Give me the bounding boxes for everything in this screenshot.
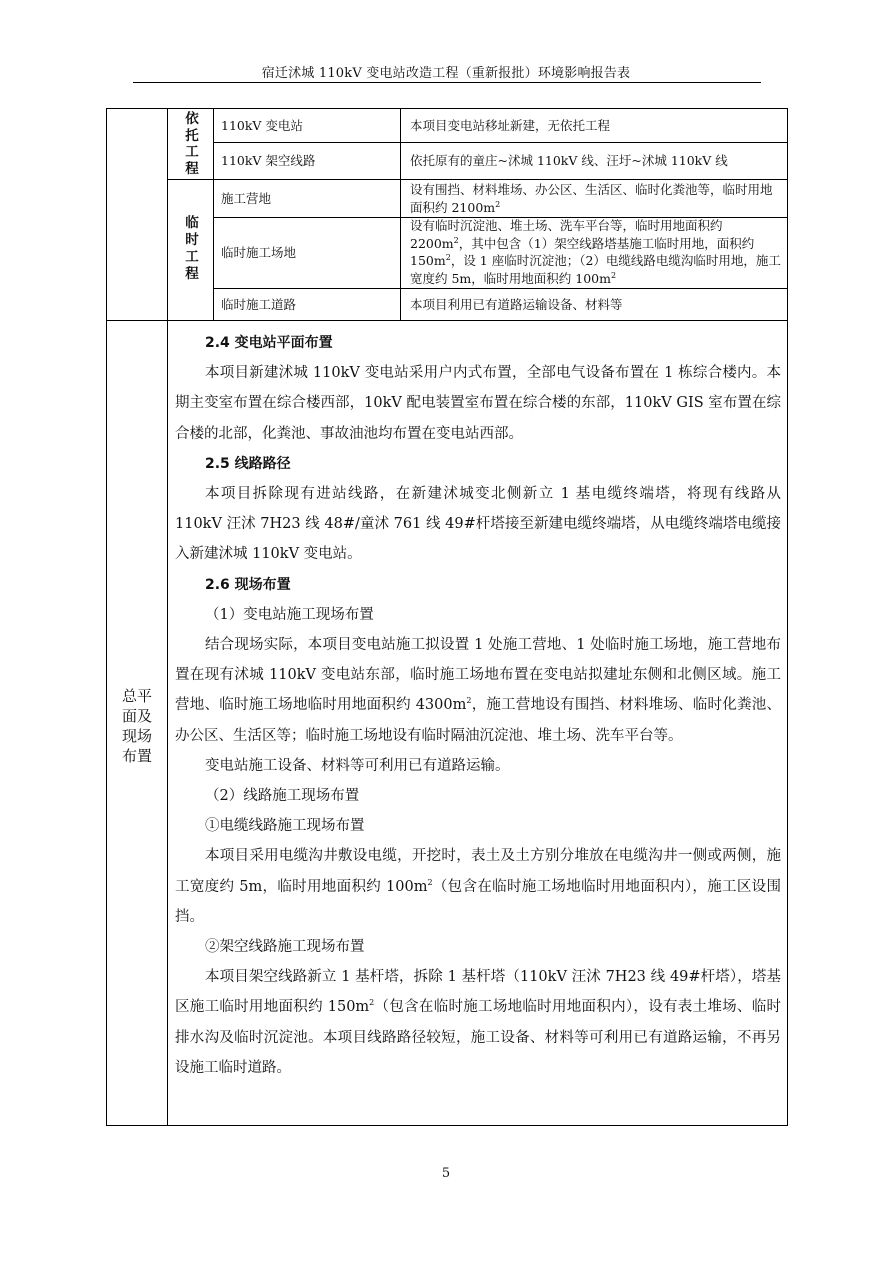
para-substation-site-a: 结合现场实际，本项目变电站施工拟设置 1 处施工营地、1 处临时施工场地，施工营地布置在现有沭城 110kV 变电站东部，临时施工场地布置在变电站拟建址东侧和北侧区域。施工营地、临时施工场地临时用地面积约 4300m	[175, 637, 781, 714]
para-overhead-line-b: （包含在临时施工场地临时用地面积内），设有表土堆场、临时排水沟及临时沉淀池。本项目线路路径较短，施工设备、材料等可利用已有道路运输，不再另设施工临时道路。	[175, 999, 781, 1076]
para-cable-line-b: （包含在临时施工场地临时用地面积内），施工区设围挡。	[175, 878, 781, 925]
sup-2: 2	[466, 696, 472, 706]
para-substation-site	[175, 630, 781, 751]
row-desc-temp-site	[410, 217, 782, 287]
para-overhead-line-a: 本项目架空线路新立 1 基杆塔，拆除 1 基杆塔（110kV 汪沭 7H23 线 49#杆塔），塔基区施工临时用地面积约 150m	[175, 969, 781, 1016]
row-name-substation: 110kV 变电站	[221, 118, 303, 133]
group-label-temporary: 临时工程	[185, 215, 199, 282]
row-name-overhead-line: 110kV 架空线路	[221, 153, 316, 168]
heading-2-4: 2.4 变电站平面布置	[205, 335, 333, 351]
row-desc-temp-road: 本项目利用已有道路运输设备、材料等	[410, 296, 623, 312]
row-desc-substation: 本项目变电站移址新建，无依托工程	[410, 118, 611, 133]
sup-2: 2	[427, 877, 433, 887]
page-number: 5	[441, 1166, 451, 1181]
heading-2-6: 2.6 现场布置	[205, 576, 291, 593]
sup-2: 2	[495, 199, 501, 209]
site-desc-b: ，其中包含（1）架空线路塔基施工临时用地，面积约 150m	[410, 235, 755, 268]
row-desc-camp	[410, 181, 782, 217]
row-line-2	[167, 179, 788, 180]
heading-2-5: 2.5 线路路径	[205, 455, 291, 472]
subheading-line-site: （2）线路施工现场布置	[205, 788, 360, 805]
row-line-1	[213, 142, 788, 143]
col-divider-1	[167, 108, 168, 1126]
row-desc-overhead-line: 依托原有的童庄~沭城 110kV 线、汪圩~沭城 110kV 线	[410, 153, 728, 168]
row-line-4	[213, 288, 788, 289]
section-label-text: 总平面及现场布置	[121, 687, 152, 765]
section-label	[106, 686, 168, 766]
para-substation-site-b: ，施工营地设有围挡、材料堆场、临时化粪池、办公区、生活区等；临时施工场地设有临时隔油沉淀池、堆土场、洗车平台等。	[175, 697, 782, 744]
sup-2: 2	[445, 252, 451, 262]
para-overhead-line	[175, 962, 781, 1083]
row-name-temp-road: 临时施工道路	[221, 296, 297, 312]
subheading-cable-line: ①电缆线路施工现场布置	[205, 818, 365, 835]
para-cable-line-a: 本项目采用电缆沟井敷设电缆，开挖时，表土及土方别分堆放在电缆沟井一侧或两侧，施工宽度约 5m，临时用地面积约 100m	[175, 848, 781, 895]
subheading-substation-site: （1）变电站施工现场布置	[205, 606, 374, 623]
section-content	[175, 328, 781, 1083]
page-header: 宿迁沭城 110kV 变电站改造工程（重新报批）环境影响报告表	[261, 66, 631, 81]
row-name-temp-site: 临时施工场地	[221, 245, 297, 260]
row-name-camp: 施工营地	[221, 190, 272, 206]
para-transport: 变电站施工设备、材料等可利用已有道路运输。	[205, 757, 510, 774]
site-desc-c: ，设 1 座临时沉淀池；（2）电缆线路电缆沟临时用地，施工宽度约 5m，临时用地面积约 100m	[410, 253, 781, 286]
para-2-5: 本项目拆除现有进站线路，在新建沭城变北侧新立 1 基电缆终端塔，将现有线路从 110kV 汪沭 7H23 线 48#/童沭 761 线 49#杆塔接至新建电缆终端塔，从电缆终端塔电缆接入新建沭城 110kV 变电站。	[175, 486, 781, 563]
subheading-overhead-line: ②架空线路施工现场布置	[205, 939, 365, 956]
row-line-5	[106, 320, 788, 321]
group-label-dependent: 依托工程	[185, 111, 199, 177]
camp-desc-text: 设有围挡、材料堆场、办公区、生活区、临时化粪池等，临时用地面积约 2100m	[410, 182, 773, 215]
para-2-4: 本项目新建沭城 110kV 变电站采用户内式布置，全部电气设备布置在 1 栋综合楼内。本期主变室布置在综合楼西部，10kV 配电装置室布置在综合楼的东部，110kV GIS 室布置在综合楼的北部，化粪池、事故油池均布置在变电站西部。	[175, 365, 781, 442]
header-rule	[133, 82, 761, 83]
para-cable-line	[175, 841, 781, 932]
sup-2: 2	[453, 235, 459, 245]
site-desc-a: 设有临时沉淀池、堆土场、洗车平台等，临时用地面积约 2200m	[410, 218, 723, 251]
sup-2: 2	[369, 998, 375, 1008]
sup-2: 2	[610, 270, 617, 280]
